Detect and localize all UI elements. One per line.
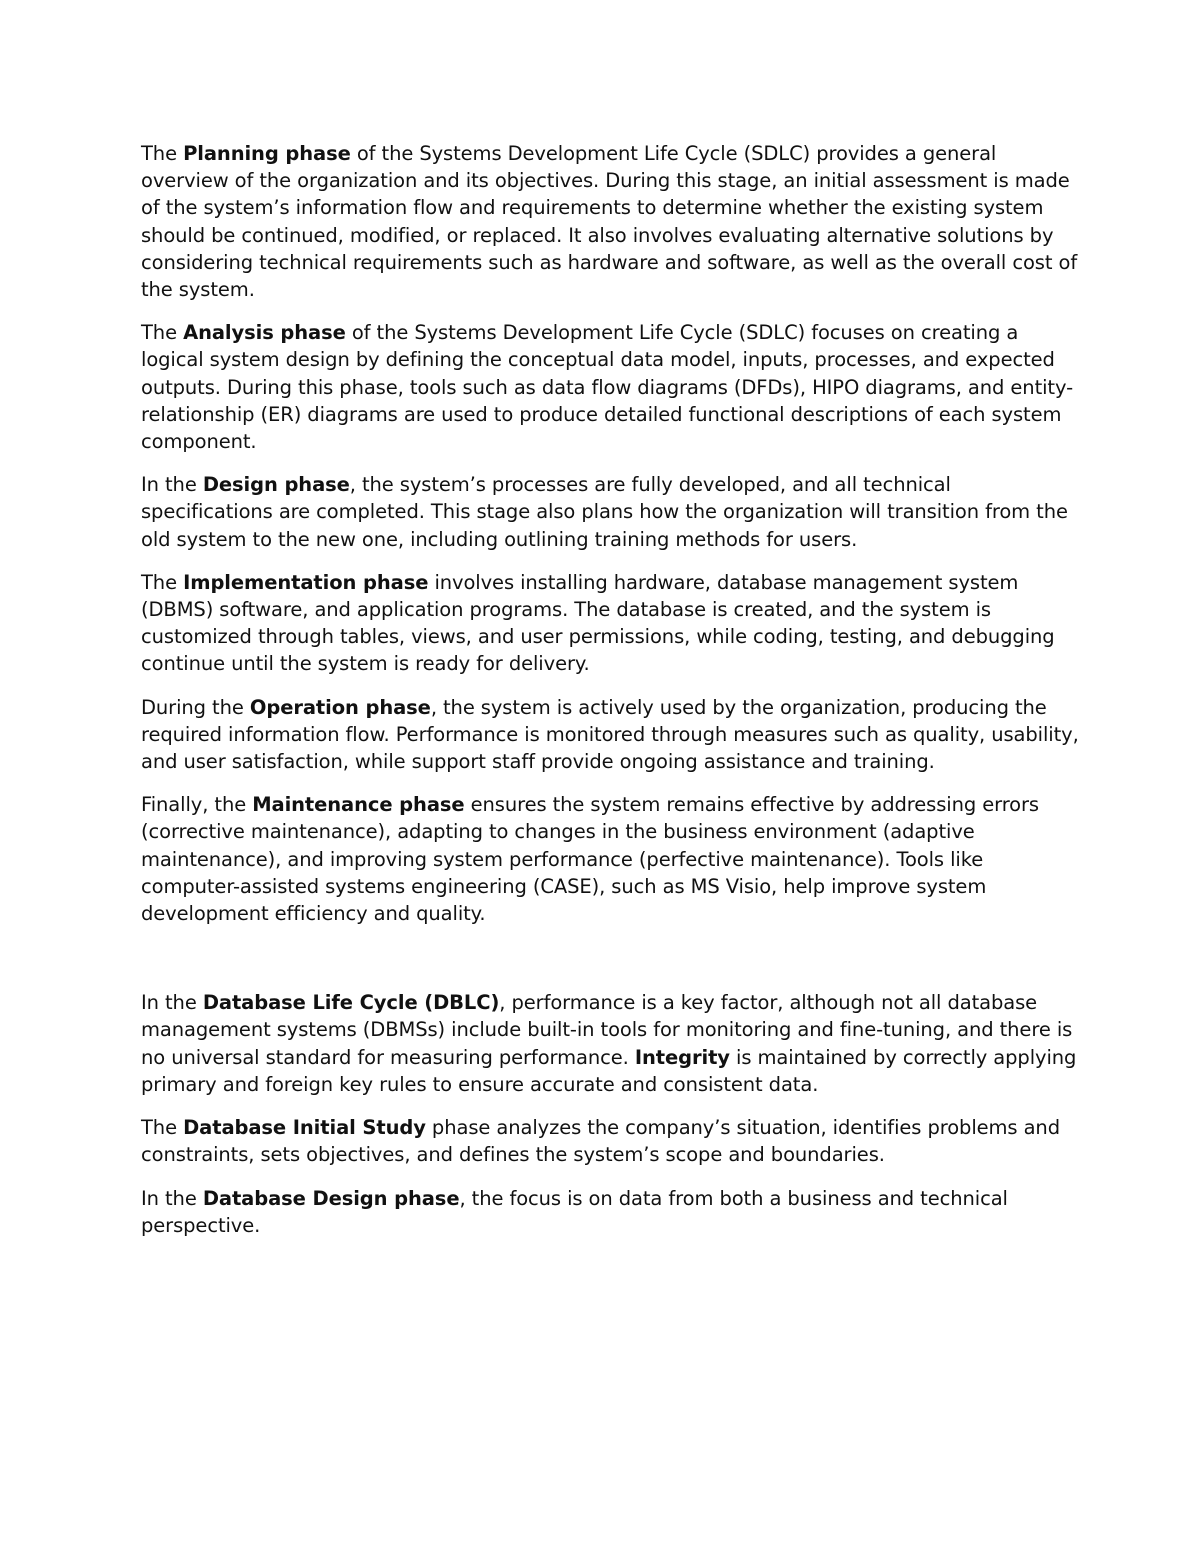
bold-term: Implementation phase [183, 570, 429, 594]
bold-term: Maintenance phase [252, 793, 465, 817]
text-run: is maintained by correctly applying primary and foreign key rules to ensure accurate and consistent data. [141, 1045, 1077, 1096]
text-run: ensures the system remains effective by addressing errors (corrective maintenance), adapting to changes in the business environment (adaptive maintenance), and improving system performance (perfective maintenance). Tools like computer-assisted systems engineering (CASE), such as MS Visio, help improve system development efficiency and quality. [141, 793, 1039, 926]
text-run: , the focus is on data from both a business and technical perspective. [141, 1186, 1008, 1237]
text-run: In the [141, 1186, 203, 1210]
text-run: The [141, 142, 184, 165]
bold-term: Planning phase [183, 142, 351, 165]
blank-line-spacer [141, 943, 1081, 989]
text-run: The [141, 1116, 184, 1140]
paragraph-dblc-intro [141, 989, 1081, 1098]
paragraph-implementation-phase [141, 569, 1081, 678]
text-run: of the Systems Development Life Cycle (SDLC) focuses on creating a logical system design by defining the conceptual data model, inputs, processes, and expected outputs. During this phase, tools such as data flow diagrams (DFDs), HIPO diagrams, and entity-relationship (ER) diagrams are used to produce detailed functional descriptions of each system component. [141, 321, 1074, 454]
text-run: , the system is actively used by the organization, producing the required information flow. Performance is monitored through measures such as quality, usability, and user satisfaction, while support staff provide ongoing assistance and training. [141, 695, 1079, 774]
paragraph-maintenance-phase [141, 791, 1081, 927]
bold-term: Design phase [202, 473, 350, 497]
paragraph-analysis-phase [141, 319, 1081, 455]
text-run: of the Systems Development Life Cycle (SDLC) provides a general overview of the organization and its objectives. During this stage, an initial assessment is made of the system’s information flow and requirements to determine whether the existing system should be continued, modified, or replaced. It also involves evaluating alternative solutions by considering technical requirements such as hardware and software, as well as the overall cost of the system. [141, 142, 1078, 302]
text-run: The [141, 570, 184, 594]
text-run: , the system’s processes are fully developed, and all technical specifications are completed. This stage also plans how the organization will transition from the old system to the new one, including outlining training methods for users. [141, 473, 1068, 551]
bold-term: Database Life Cycle (DBLC) [202, 991, 500, 1015]
bold-term: Database Initial Study [183, 1116, 426, 1140]
bold-term: Integrity [634, 1045, 730, 1069]
paragraph-design-phase [141, 471, 1081, 553]
bold-term: Database Design phase [202, 1186, 460, 1210]
paragraph-database-design-phase [141, 1185, 1081, 1239]
text-run: In the [141, 473, 203, 497]
text-run: During the [141, 695, 250, 719]
text-run: The [141, 321, 184, 345]
text-run: , performance is a key factor, although not all database management systems (DBMSs) include built-in tools for monitoring and fine-tuning, and there is no universal standard for measuring performance. [141, 991, 1073, 1069]
paragraph-planning-phase [141, 140, 1081, 303]
document-page [141, 140, 1081, 1255]
paragraph-database-initial-study [141, 1114, 1081, 1168]
paragraph-operation-phase [141, 694, 1081, 776]
bold-term: Analysis phase [183, 321, 346, 345]
bold-term: Operation phase [249, 695, 431, 719]
text-run: involves installing hardware, database management system (DBMS) software, and application programs. The database is created, and the system is customized through tables, views, and user permissions, while coding, testing, and debugging continue until the system is ready for delivery. [141, 570, 1055, 676]
text-run: Finally, the [141, 793, 253, 817]
text-run: phase analyzes the company’s situation, identifies problems and constraints, sets objectives, and defines the system’s scope and boundaries. [141, 1116, 1060, 1167]
text-run: In the [141, 991, 203, 1015]
